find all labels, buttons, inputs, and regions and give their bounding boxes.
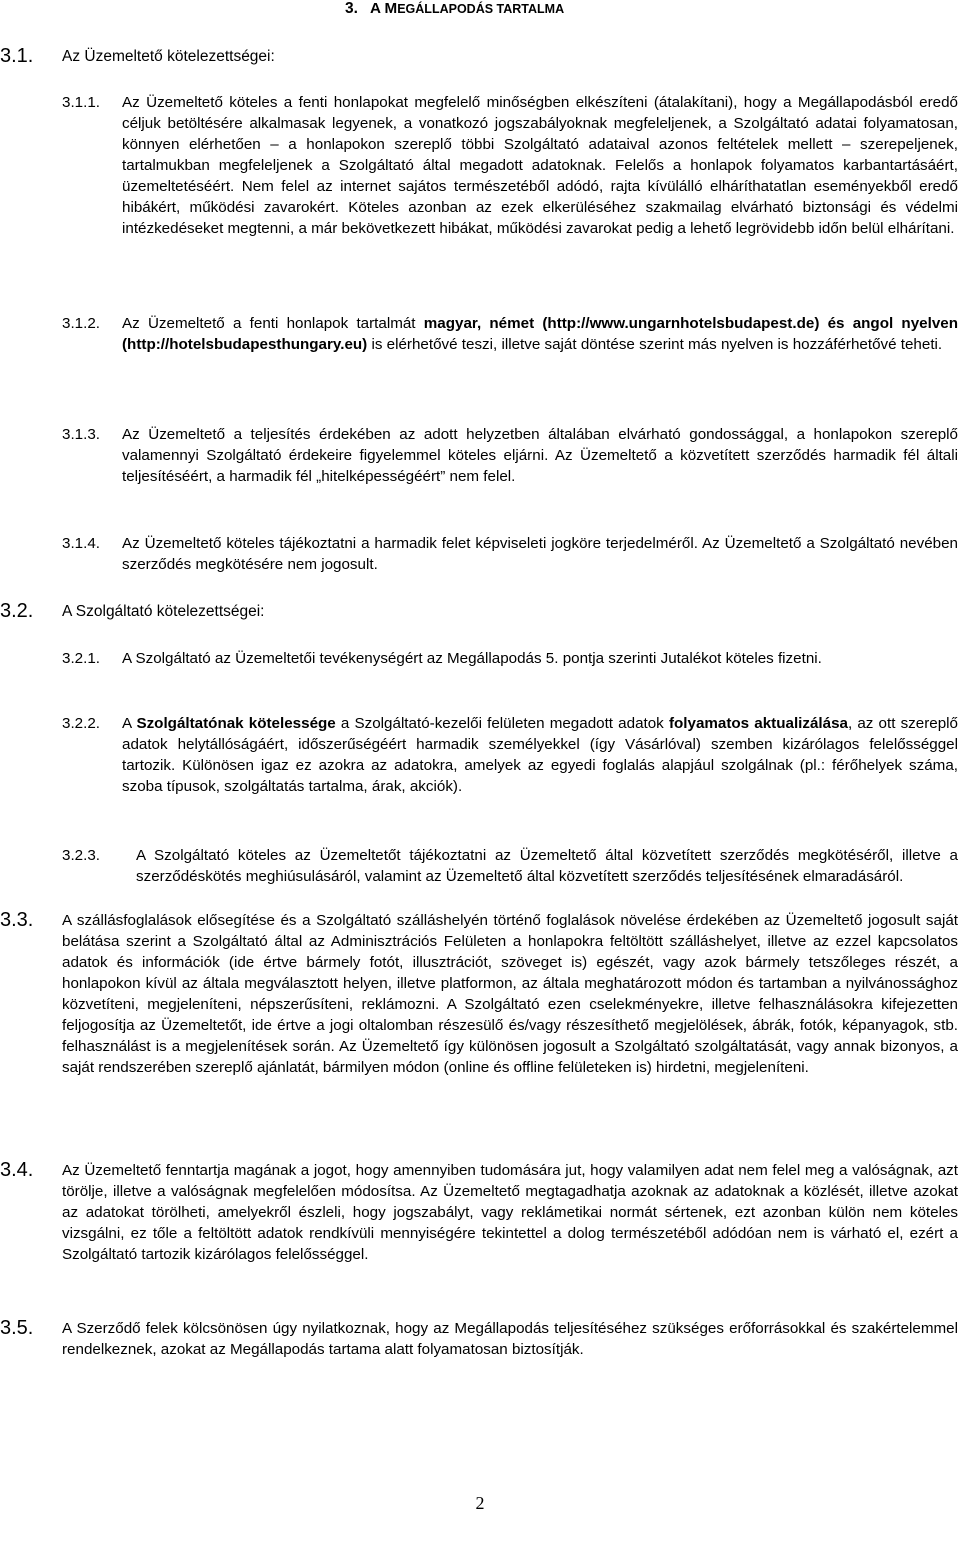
section-text: A Szerződő felek kölcsönösen úgy nyilatkoznak, hogy az Megállapodás teljesítéséhez szükséges erőforrásokkal és szakértelemmel rendelkeznek, azokat az Megállapodás tartama alatt folyamatosan biztosítják. bbox=[62, 1320, 958, 1358]
section-number: 3.1. bbox=[0, 45, 34, 67]
paragraph-text: A Szolgáltató az Üzemeltetői tevékenységért az Megállapodás 5. pontja szerinti Jutalékot köteles fizetni. bbox=[122, 650, 822, 667]
paragraph-text bbox=[122, 713, 958, 797]
section-number: 3.2. bbox=[0, 600, 34, 622]
section-title: Az Üzemeltető kötelezettségei: bbox=[62, 48, 275, 65]
page-number: 2 bbox=[475, 1493, 485, 1513]
section-title: A Szolgáltató kötelezettségei: bbox=[62, 603, 265, 620]
header-rest: EGÁLLAPODÁS TARTALMA bbox=[397, 2, 565, 16]
section-text: Az Üzemeltető fenntartja magának a jogot, hogy amennyiben tudomására jut, hogy valamilyen adat nem felel meg a valóságnak, azt törölje, illetve a valóságnak megfelelően módosítsa. Az Üzemeltető megtagadhatja azoknak az adatoknak a közlését, illetve azokat az adatokat törölheti, amelyekről észleli, hogy jogszabályt, vagy reklámetikai normát sértenek, ezt azonban külön nem köteles vizsgálni, ez tőle a feltöltött adatok rendkívüli mennyiségére tekintettel a dolog természetéből adódóan nem is várható el, ezért a Szolgáltató tartozik kizárólagos felelősséggel. bbox=[62, 1162, 958, 1263]
text-run: Az Üzemeltető a fenti honlapok tartalmát bbox=[122, 315, 424, 332]
paragraph-number: 3.1.4. bbox=[62, 535, 100, 552]
text-run: A bbox=[122, 715, 137, 732]
page-header bbox=[345, 0, 564, 20]
paragraph-number: 3.1.3. bbox=[62, 426, 100, 443]
paragraph-text: A Szolgáltató köteles az Üzemeltetőt tájékoztatni az Üzemeltető által közvetített szerződés megkötéséről, illetve a szerződéskötés meghiúsulásáról, valamint az Üzemeltető által közvetített szerződés teljesítésének elmaradásáról. bbox=[136, 847, 958, 885]
bold-run: magyar, német (http://www.ungarnhotelsbudapest.de) és angol nyelven (http://hotelsbudapesthungary.eu) bbox=[122, 315, 958, 353]
section-number: 3.3. bbox=[0, 909, 34, 931]
paragraph-text: Az Üzemeltető köteles a fenti honlapokat megfelelő minőségben elkészíteni (átalakítani), hogy a Megállapodásból eredő céljuk betöltésére alkalmasak legyenek, a vonatkozó jogszabályoknak megfeleljenek, a Szolgáltató adatai folyamatosan, könnyen elérhetően – a honlapokon szereplő többi Szolgáltató adataival azonos feltételek mellett – szerepeljenek, tartalmukban megfeleljenek a Szolgáltató által megadott adatoknak. Felelős a honlapok folyamatos karbantartásáért, üzemeltetéséért. Nem felel az internet sajátos természetéből adódó, rajta kívülálló elháríthatatlan eseményekből eredő hibákért, működési zavarokért. Köteles azonban az ezek elkerüléséhez szakmailag elvárható biztonsági és védelmi intézkedéseket megtenni, a már bekövetkezett hibákat, működési zavarokat pedig a lehető legrövidebb időn belül elhárítani. bbox=[122, 94, 958, 237]
text-run: is elérhetővé teszi, illetve saját döntése szerint más nyelven is hozzáférhetővé teheti. bbox=[367, 336, 943, 353]
paragraph-number: 3.1.1. bbox=[62, 94, 100, 111]
paragraph-text bbox=[122, 313, 958, 355]
paragraph-number: 3.1.2. bbox=[62, 315, 100, 332]
section-number: 3.4. bbox=[0, 1159, 34, 1181]
text-run: a Szolgáltató-kezelői felületen megadott adatok bbox=[335, 715, 669, 732]
header-first-letters: A M bbox=[369, 0, 398, 17]
paragraph-text: Az Üzemeltető a teljesítés érdekében az adott helyzetben általában elvárható gondossággal, a honlapokon szereplő valamennyi Szolgáltató érdekeire figyelemmel köteles eljárni. Az Üzemeltető a közvetített szerződés harmadik fél általi teljesítéséért, a harmadik fél „hitelképességéért” nem felel. bbox=[122, 426, 958, 485]
paragraph-number: 3.2.1. bbox=[62, 650, 100, 667]
section-number: 3.5. bbox=[0, 1317, 34, 1339]
paragraph-number: 3.2.3. bbox=[62, 847, 100, 864]
section-text: A szállásfoglalások elősegítése és a Szolgáltató szálláshelyén történő foglalások növelése érdekében az Üzemeltető jogosult saját belátása szerint a Szolgáltató által az Adminisztrációs Felületen a honlapokra feltöltött szálláshelyet, illetve az ezzel kapcsolatos adatok és információk (ide értve bármely fotót, illusztrációt, szöveget is) egészét, vagy azok bármely tetszőleges részét, a honlapokon kívül az általa megválasztott helyen, illetve platformon, az általa meghatározott módon és tartamban a nyilvánossághoz közvetíteni, megjeleníteni, népszerűsíteni, reklámozni. A Szolgáltató ezen cselekményekre, illetve felhasználásokra kifejezetten feljogosítja az Üzemeltetőt, ide értve a jogi oltalomban részesülő és/vagy részesíthető megjelölések, ábrák, fotók, képanyagok, stb. felhasználást is a megjelenítések során. Az Üzemeltető így különösen jogosult a Szolgáltató szolgáltatását, vagy annak bizonyos, a saját rendszerében szereplő ajánlatát, bármilyen módon (online és offline felületeken is) hirdetni, megjeleníteni. bbox=[62, 912, 958, 1076]
paragraph-number: 3.2.2. bbox=[62, 715, 100, 732]
header-number: 3. bbox=[345, 0, 358, 17]
bold-run: Szolgáltatónak kötelessége bbox=[136, 715, 336, 732]
paragraph-text: Az Üzemeltető köteles tájékoztatni a harmadik felet képviseleti jogköre terjedelméről. Az Üzemeltető a Szolgáltató nevében szerződés megkötésére nem jogosult. bbox=[122, 535, 958, 573]
text-run: , az ott szereplő adatok helytállóságáért, időszerűségéért harmadik személyekkel (így Vásárlóval) szemben kizárólagos felelősséggel tartozik. Különösen igaz ez azokra az adatokra, amelyek az egyedi foglalás alapjául szolgálnak (pl.: férőhelyek száma, szoba típusok, szolgáltatás tartalma, árak, akciók). bbox=[122, 715, 958, 795]
bold-run: folyamatos aktualizálása bbox=[668, 715, 848, 732]
